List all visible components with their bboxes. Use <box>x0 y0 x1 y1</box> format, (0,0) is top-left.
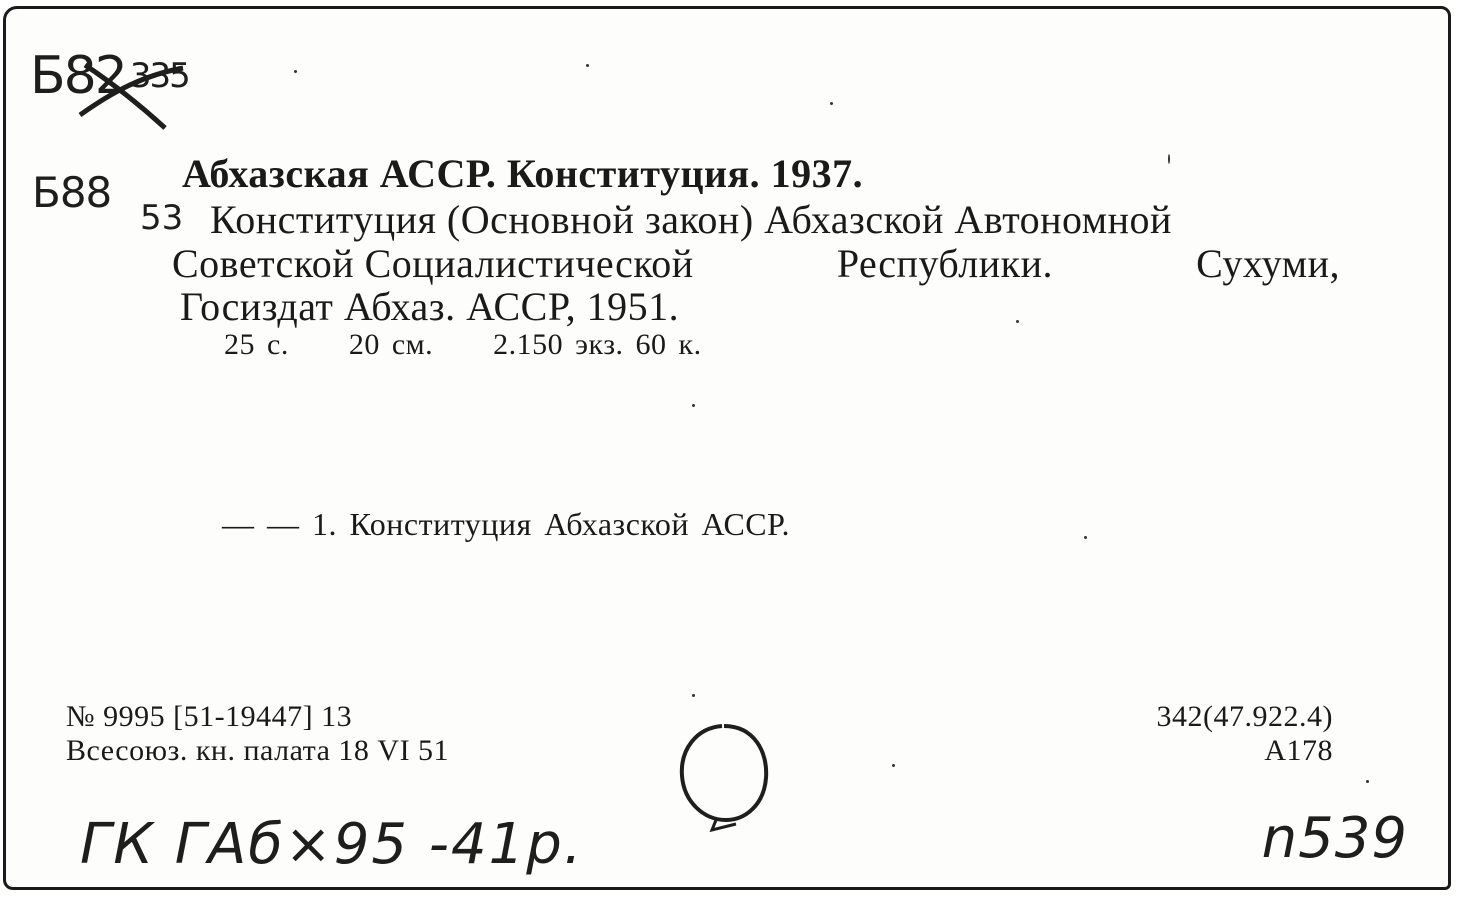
collation-size: 20 см. <box>348 328 434 361</box>
hand-drawn-circle-mark <box>676 722 772 834</box>
handwritten-shelf-mark <box>30 46 189 106</box>
handwritten-inventory-note: ГК ГАб×95 -41р. <box>80 812 584 877</box>
card-heading: Абхазская АССР. Конституция. 1937. <box>182 151 864 196</box>
title-line-2 <box>172 240 1340 287</box>
title-line-2-part-b: Республики. <box>836 241 1053 286</box>
handwritten-item-number: n539 <box>1261 806 1408 871</box>
collation-copies-price: 2.150 экз. 60 к. <box>493 328 702 361</box>
paper-speck <box>1366 780 1369 783</box>
classification-code: 342(47.922.4) <box>1156 700 1333 733</box>
paper-speck <box>692 694 695 697</box>
subject-entry: — — 1. Конституция Абхазской АССР. <box>222 506 790 542</box>
record-number: № 9995 [51-19447] 13 <box>66 700 353 733</box>
book-chamber-date: Всесоюз. кн. палата 18 VI 51 <box>66 734 450 767</box>
paper-speck <box>892 764 895 767</box>
paper-speck <box>294 70 297 73</box>
paper-speck <box>1168 154 1170 164</box>
paper-speck <box>586 64 589 67</box>
title-line-2-part-a: Советской Социалистической <box>172 241 694 286</box>
handwritten-shelf-mark-text: Б82 <box>30 46 126 106</box>
handwritten-call-sub: 53 <box>140 198 184 238</box>
collation-pages: 25 с. <box>224 328 289 361</box>
title-line-2-part-c: Сухуми, <box>1196 241 1340 286</box>
collation-line <box>224 328 762 362</box>
handwritten-call-number: Б88 <box>32 168 112 217</box>
paper-speck <box>1084 536 1087 539</box>
author-mark: А178 <box>1264 734 1333 767</box>
paper-speck <box>692 404 695 407</box>
handwritten-struck-number: 335 <box>129 56 189 96</box>
paper-speck <box>1016 320 1019 323</box>
paper-speck <box>830 102 833 105</box>
title-line-3: Госиздат Абхаз. АССР, 1951. <box>180 284 680 329</box>
title-line-1: Конституция (Основной закон) Абхазской Автономной <box>210 197 1172 242</box>
